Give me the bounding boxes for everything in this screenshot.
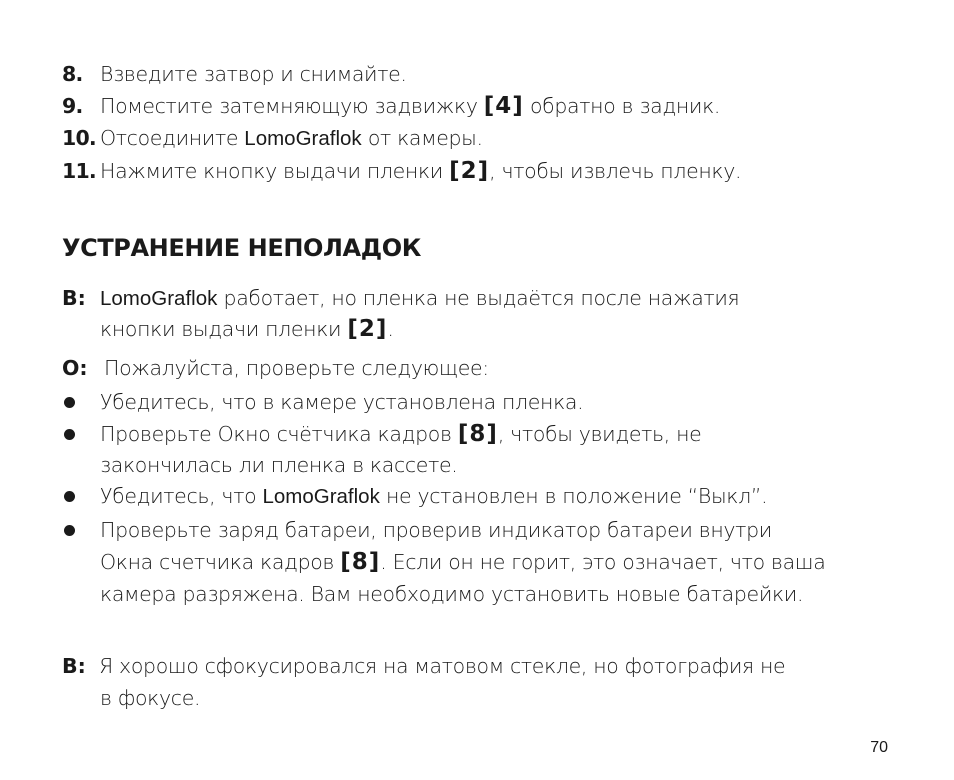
question-label: В: (62, 286, 86, 310)
bullet-icon (64, 525, 75, 536)
part-reference: [2] (347, 316, 388, 342)
step-text: Нажмите кнопку выдачи пленки [2], чтобы извлечь пленку. (100, 158, 742, 184)
question-text: LomoGraflok работает, но пленка не выдаётся после нажатия (100, 286, 740, 310)
answer-text: Пожалуйста, проверьте следующее: (104, 356, 489, 380)
answer-label: О: (62, 356, 88, 380)
part-reference: [8] (340, 549, 381, 575)
page-number: 70 (870, 739, 888, 756)
bullet-text: камера разряжена. Вам необходимо установить новые батарейки. (100, 582, 804, 606)
question-text: в фокусе. (100, 686, 201, 710)
question-text: кнопки выдачи пленки [2]. (100, 316, 394, 342)
part-reference: [4] (483, 93, 524, 119)
bullet-text: закончилась ли пленка в кассете. (100, 453, 458, 477)
bullet-icon (64, 397, 75, 408)
part-reference: [8] (457, 421, 498, 447)
question-text: Я хорошо сфокусировался на матовом стекле, но фотография не (99, 654, 786, 678)
bullet-icon (64, 491, 75, 502)
question-label: В: (62, 654, 86, 678)
brand-name: LomoGraflok (244, 127, 362, 150)
step-text: Отсоедините LomoGraflok от камеры. (100, 126, 483, 150)
step-number: 10. (62, 126, 96, 150)
bullet-text: Убедитесь, что в камере установлена пленка. (100, 390, 584, 414)
brand-name: LomoGraflok (100, 287, 218, 310)
bullet-text: Проверьте заряд батареи, проверив индикатор батареи внутри (100, 518, 772, 542)
bullet-text: Окна счетчика кадров [8]. Если он не горит, это означает, что ваша (100, 549, 826, 575)
brand-name: LomoGraflok (262, 485, 380, 508)
bullet-text: Проверьте Окно счётчика кадров [8], чтобы увидеть, не (100, 421, 702, 447)
step-number: 9. (62, 94, 83, 118)
bullet-icon (64, 429, 75, 440)
step-number: 8. (62, 62, 83, 86)
section-heading: УСТРАНЕНИЕ НЕПОЛАДОК (62, 234, 421, 262)
part-reference: [2] (449, 158, 490, 184)
step-text: Поместите затемняющую задвижку [4] обратно в задник. (100, 93, 721, 119)
step-text: Взведите затвор и снимайте. (100, 62, 407, 86)
bullet-text: Убедитесь, что LomoGraflok не установлен в положение “Выкл”. (100, 484, 768, 508)
step-number: 11. (62, 159, 96, 183)
